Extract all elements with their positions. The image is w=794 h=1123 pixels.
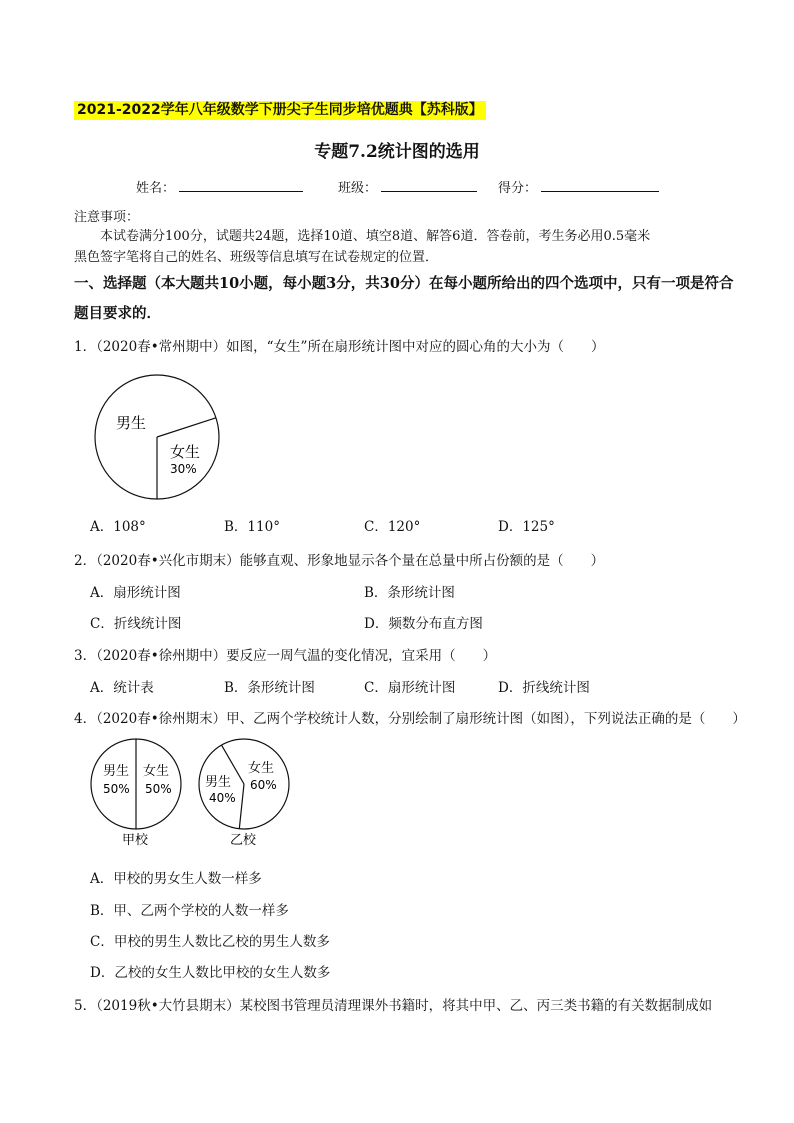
- q4-option-d[interactable]: D．乙校的女生人数比甲校的女生人数多: [90, 965, 331, 981]
- section-heading-line-1: 一、选择题（本大题共10小题，每小题3分，共30分）在每小题所给出的四个选项中，只有一项是符合: [74, 275, 734, 292]
- q2-option-c[interactable]: C．折线统计图: [90, 616, 182, 632]
- score-blank[interactable]: [541, 179, 659, 192]
- name-blank[interactable]: [179, 179, 303, 192]
- class-field[interactable]: [338, 177, 477, 196]
- q1-pie-divider-start: [157, 418, 216, 437]
- q1-option-b[interactable]: B．110°: [224, 519, 280, 535]
- q1-option-c[interactable]: C．120°: [364, 519, 421, 535]
- notes-heading: 注意事项：: [74, 210, 140, 225]
- q4-school-a-girls-label: 女生: [143, 764, 170, 779]
- q4-school-b-title: 乙校: [230, 833, 257, 848]
- q2-option-b[interactable]: B．条形统计图: [364, 585, 455, 601]
- name-label: 姓名：: [136, 181, 176, 196]
- question-5-stem: 5．（2019秋•大竹县期末）某校图书管理员清理课外书籍时，将其中甲、乙、丙三类书籍的有关数据制成如: [74, 998, 713, 1014]
- q4-pie-charts: [86, 738, 316, 850]
- q1-option-a[interactable]: A．108°: [90, 519, 146, 535]
- q4-option-b[interactable]: B．甲、乙两个学校的人数一样多: [90, 903, 289, 919]
- question-2-stem: 2．（2020春•兴化市期末）能够直观、形象地显示各个量在总量中所占份额的是（ ）: [74, 553, 605, 569]
- class-label: 班级：: [338, 181, 378, 196]
- name-field[interactable]: [136, 177, 303, 196]
- q4-school-b-girls-value: 60%: [250, 778, 277, 792]
- q3-option-a[interactable]: A．统计表: [90, 680, 154, 696]
- q3-option-c[interactable]: C．扇形统计图: [364, 680, 456, 696]
- page-title: 专题7.2统计图的选用: [314, 142, 480, 162]
- q4-option-a[interactable]: A．甲校的男女生人数一样多: [90, 871, 262, 887]
- q4-school-a-boys-value: 50%: [103, 782, 130, 796]
- score-label: 得分：: [498, 181, 538, 196]
- q4-school-a-title: 甲校: [122, 833, 149, 848]
- q4-school-b-girls-label: 女生: [248, 761, 275, 776]
- q4-school-a-girls-value: 50%: [145, 782, 172, 796]
- notes-line-1: 本试卷满分100分，试题共24题，选择10道、填空8道、解答6道．答卷前，考生务必用0.5毫米: [100, 229, 651, 244]
- question-4-stem: 4．（2020春•徐州期末）甲、乙两个学校统计人数，分别绘制了扇形统计图（如图），下列说法正确的是（ ）: [74, 711, 746, 727]
- q4-option-c[interactable]: C．甲校的男生人数比乙校的男生人数多: [90, 934, 330, 950]
- q4-school-a-boys-label: 男生: [103, 764, 130, 779]
- series-banner: 2021-2022学年八年级数学下册尖子生同步培优题典【苏科版】: [74, 101, 486, 120]
- score-field[interactable]: [498, 177, 659, 196]
- q2-option-d[interactable]: D．频数分布直方图: [364, 616, 483, 632]
- q1-slice-value-girls: 30%: [170, 462, 197, 476]
- q3-option-d[interactable]: D．折线统计图: [498, 680, 590, 696]
- class-blank[interactable]: [381, 179, 477, 192]
- q3-option-b[interactable]: B．条形统计图: [224, 680, 315, 696]
- q1-slice-label-girls: 女生: [170, 443, 201, 461]
- q4-school-b-boys-value: 40%: [209, 791, 236, 805]
- q1-pie-chart: [88, 370, 238, 510]
- q1-option-d[interactable]: D．125°: [498, 519, 555, 535]
- q2-option-a[interactable]: A．扇形统计图: [90, 585, 181, 601]
- q1-slice-label-boys: 男生: [116, 414, 147, 432]
- section-heading-line-2: 题目要求的．: [74, 305, 161, 322]
- q4-school-b-divider-end: [239, 784, 244, 829]
- question-3-stem: 3．（2020春•徐州期中）要反应一周气温的变化情况，宜采用（ ）: [74, 648, 497, 664]
- question-1-stem: 1．（2020春•常州期中）如图，“女生”所在扇形统计图中对应的圆心角的大小为（ ）: [74, 339, 605, 355]
- q4-school-b-boys-label: 男生: [205, 775, 232, 790]
- notes-line-2: 黑色签字笔将自己的姓名、班级等信息填写在试卷规定的位置．: [74, 250, 439, 265]
